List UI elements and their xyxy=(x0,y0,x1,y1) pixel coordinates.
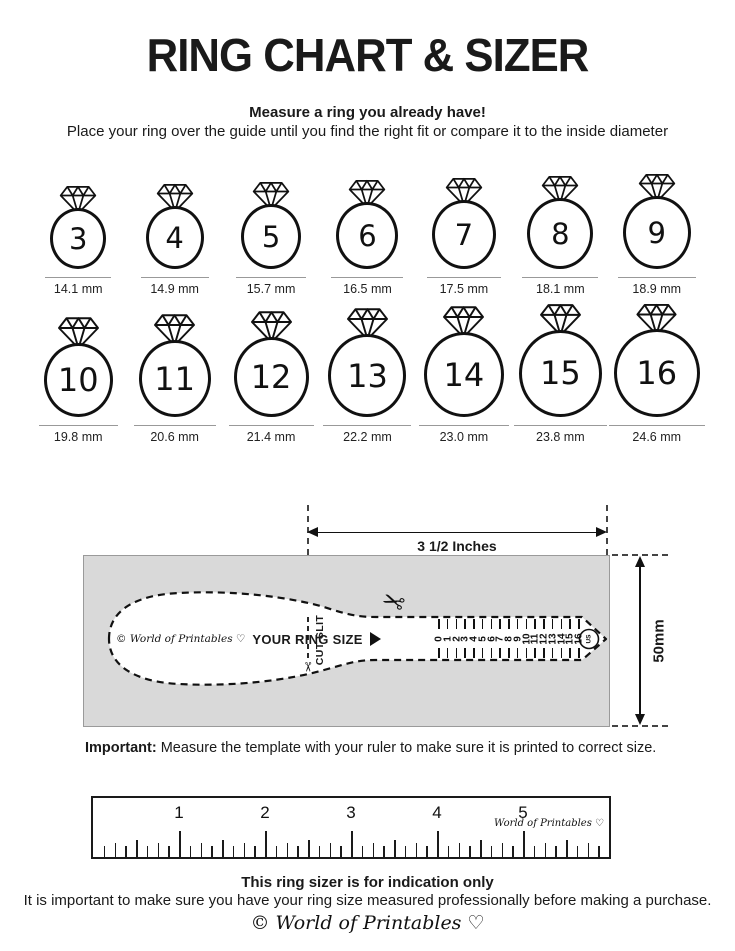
scale-number: 12 xyxy=(538,632,550,645)
arrowhead-up-icon xyxy=(635,556,645,567)
ruler-tick xyxy=(319,846,321,857)
ring-circle xyxy=(519,330,602,417)
scale-number: 13 xyxy=(547,632,559,645)
ring-diameter-label: 18.9 mm xyxy=(632,282,682,296)
ring-circle xyxy=(432,200,496,269)
ruler-tick xyxy=(416,843,418,857)
scale-number: 7 xyxy=(494,635,506,642)
ring-size-number: 10 xyxy=(57,361,99,399)
ring-size-number: 11 xyxy=(154,359,195,398)
ring-size-number: 15 xyxy=(539,354,581,393)
ring-size-item xyxy=(609,168,705,296)
ruler-tick xyxy=(330,843,332,857)
ring-chart-row-2 xyxy=(30,302,705,444)
scale-tick-bottom xyxy=(543,648,545,658)
ring-circle xyxy=(527,198,593,269)
ring-chart-row-1 xyxy=(30,168,705,296)
ruler-tick xyxy=(190,846,192,857)
ring-size-number: 6 xyxy=(358,218,377,253)
ring-size-number: 14 xyxy=(443,355,485,394)
scale-number: 16 xyxy=(573,632,585,645)
ring-circle xyxy=(424,332,504,417)
ring-diameter-label: 19.8 mm xyxy=(53,430,103,444)
ring-size-item xyxy=(30,302,126,444)
ring-size-item xyxy=(223,168,319,296)
important-text: Measure the template with your ruler to make sure it is printed to correct size. xyxy=(156,740,657,756)
ruler-brand-text: World of Printables ♡ xyxy=(494,818,604,829)
ring-circle xyxy=(146,206,204,269)
scale-tick-bottom xyxy=(464,648,466,658)
arrowhead-down-icon xyxy=(635,714,645,725)
scissors-icon: ✂ xyxy=(378,582,410,619)
ruler-inch-number: 2 xyxy=(260,803,270,822)
ruler-tick xyxy=(222,840,224,857)
footer-heading: This ring sizer is for indication only xyxy=(241,874,494,891)
ring-underline xyxy=(427,277,501,278)
ruler-tick xyxy=(555,846,557,857)
ruler-tick xyxy=(287,843,289,857)
height-dimension-label: 50mm xyxy=(650,619,668,663)
us-unit-label: US xyxy=(585,634,593,644)
pointer-triangle-icon xyxy=(370,632,381,646)
ring-diameter-label: 20.6 mm xyxy=(150,430,199,444)
ruler-tick xyxy=(340,846,342,857)
ruler-tick xyxy=(577,846,579,857)
ring-size-item xyxy=(30,168,126,296)
ring-underline xyxy=(514,425,607,426)
ruler-tick xyxy=(448,846,450,857)
ring-underline xyxy=(323,425,411,426)
scale-tick-top xyxy=(569,619,571,629)
ruler-tick xyxy=(254,846,256,857)
ruler-inch-number: 5 xyxy=(518,803,528,822)
ring-diameter-label: 24.6 mm xyxy=(632,430,682,444)
important-label: Important: xyxy=(85,740,157,756)
scale-number: 11 xyxy=(529,633,541,644)
ring-diameter-label: 15.7 mm xyxy=(246,282,296,296)
ruler-tick xyxy=(308,840,310,857)
scale-tick-top xyxy=(438,619,440,629)
ring-size-number: 12 xyxy=(250,358,292,396)
ring-size-number: 8 xyxy=(551,216,570,251)
scale-tick-bottom xyxy=(447,648,449,658)
ruler-tick xyxy=(512,846,514,857)
page-title: RING CHART & SIZER xyxy=(146,29,589,81)
ring-size-item xyxy=(512,168,608,296)
ruler-tick xyxy=(373,843,375,857)
ring-circle xyxy=(336,202,398,269)
ruler-tick xyxy=(383,846,385,857)
ruler-tick xyxy=(362,846,364,857)
scale-number: 3 xyxy=(459,635,471,642)
scale-tick-top xyxy=(561,619,563,629)
ruler-tick xyxy=(158,843,160,857)
sizer-inner-labels xyxy=(116,627,381,651)
ruler-tick xyxy=(523,831,525,857)
ring-circle xyxy=(614,329,700,417)
ruler-tick xyxy=(502,843,504,857)
ruler-tick xyxy=(104,846,106,857)
ring-size-number: 4 xyxy=(165,220,184,255)
ring-size-number: 13 xyxy=(347,356,388,395)
ring-circle xyxy=(234,337,309,417)
ring-circle xyxy=(328,334,406,417)
scale-tick-bottom xyxy=(508,648,510,658)
scale-tick-bottom xyxy=(491,648,493,658)
scale-tick-top xyxy=(491,619,493,629)
arrowhead-left-icon xyxy=(307,527,318,537)
ruler-tick xyxy=(588,843,590,857)
ring-size-item xyxy=(609,302,705,444)
ruler-tick xyxy=(179,831,181,857)
ruler-tick xyxy=(265,831,267,857)
ruler-tick xyxy=(459,843,461,857)
printed-ruler xyxy=(91,796,611,859)
scale-tick-top xyxy=(543,619,545,629)
scale-tick-bottom xyxy=(438,648,440,658)
ruler-tick xyxy=(469,846,471,857)
scale-tick-top xyxy=(508,619,510,629)
ring-size-item xyxy=(416,168,512,296)
ruler-tick xyxy=(491,846,493,857)
scale-number: 1 xyxy=(442,635,454,642)
scale-tick-bottom xyxy=(473,648,475,658)
ring-underline xyxy=(134,425,216,426)
ring-size-item xyxy=(223,302,319,444)
scale-number: 9 xyxy=(512,635,524,642)
scale-tick-top xyxy=(456,619,458,629)
ring-size-number: 7 xyxy=(454,217,474,252)
ring-underline xyxy=(236,277,306,278)
ruler-tick xyxy=(426,846,428,857)
scale-tick-top xyxy=(447,619,449,629)
scale-tick-bottom xyxy=(482,648,484,658)
ring-diameter-label: 23.0 mm xyxy=(439,430,489,444)
scale-number: 10 xyxy=(521,632,532,645)
sizer-template-box xyxy=(83,555,610,727)
ruler-tick xyxy=(598,846,600,857)
ruler-tick xyxy=(437,831,439,857)
scale-tick-bottom xyxy=(534,648,536,658)
scale-tick-top xyxy=(464,619,466,629)
ruler-tick xyxy=(201,843,203,857)
ruler-tick xyxy=(394,840,396,857)
scale-number: 2 xyxy=(451,635,462,642)
ruler-tick xyxy=(534,846,536,857)
small-scissors-icon: ✂ xyxy=(300,661,316,673)
ring-underline xyxy=(229,425,314,426)
scale-number: 0 xyxy=(433,635,445,642)
scale-tick-top xyxy=(499,619,501,629)
ring-size-number: 16 xyxy=(636,353,678,392)
scale-number: 14 xyxy=(556,632,567,645)
scale-tick-bottom xyxy=(578,648,580,658)
ruler-tick xyxy=(405,846,407,857)
ruler-tick xyxy=(211,846,213,857)
ring-size-item xyxy=(416,302,512,444)
ruler-tick xyxy=(233,846,235,857)
ruler-tick xyxy=(147,846,149,857)
ring-diameter-label: 21.4 mm xyxy=(246,430,296,444)
footer-disclaimer: It is important to make sure you have your ring size measured professionally before making a purchase. xyxy=(23,892,712,909)
ruler-tick xyxy=(545,843,547,857)
ruler-tick xyxy=(244,843,246,857)
ruler-tick xyxy=(276,846,278,857)
ring-underline xyxy=(618,277,696,278)
instruction-text: Place your ring over the guide until you find the right fit or compare it to the inside diameter xyxy=(66,123,669,140)
ring-diameter-label: 16.5 mm xyxy=(343,282,392,296)
ring-underline xyxy=(609,425,705,426)
scale-number: 8 xyxy=(503,635,515,642)
your-ring-size-label: YOUR RING SIZE xyxy=(252,631,363,647)
ring-circle xyxy=(241,204,301,269)
ruler-tick xyxy=(351,831,353,857)
ring-size-number: 5 xyxy=(261,219,281,254)
ring-size-item xyxy=(126,302,222,444)
ring-size-number: 3 xyxy=(68,221,88,256)
scale-tick-bottom xyxy=(499,648,501,658)
ruler-inch-number: 1 xyxy=(174,803,184,822)
ruler-inch-number: 4 xyxy=(432,803,442,822)
ruler-tick xyxy=(566,840,568,857)
brand-script-text: © World of Printables ♡ xyxy=(116,633,246,645)
ruler-tick xyxy=(125,846,127,857)
ring-diameter-label: 23.8 mm xyxy=(536,430,585,444)
scale-tick-bottom xyxy=(552,648,554,658)
ring-circle xyxy=(44,343,113,417)
ring-circle xyxy=(50,208,106,269)
width-arrow-line xyxy=(316,532,598,534)
ring-underline xyxy=(331,277,403,278)
scale-tick-bottom xyxy=(526,648,528,658)
height-arrow-line xyxy=(639,566,641,716)
scale-tick-top xyxy=(578,619,580,629)
cut-slit-label: CUT SLIT xyxy=(314,614,326,666)
scale-tick-bottom xyxy=(561,648,563,658)
scale-tick-top xyxy=(526,619,528,629)
ring-diameter-label: 14.9 mm xyxy=(150,282,199,296)
ring-diameter-label: 17.5 mm xyxy=(439,282,489,296)
ring-underline xyxy=(141,277,209,278)
scale-tick-bottom xyxy=(456,648,458,658)
ruler-tick xyxy=(136,840,138,857)
scale-tick-top xyxy=(482,619,484,629)
ring-underline xyxy=(419,425,509,426)
ring-diameter-label: 14.1 mm xyxy=(53,282,103,296)
ring-underline xyxy=(45,277,111,278)
ring-circle xyxy=(623,196,691,269)
ruler-tick xyxy=(480,840,482,857)
ruler-inch-number: 3 xyxy=(346,803,356,822)
scale-tick-bottom xyxy=(517,648,519,658)
ruler-tick xyxy=(168,846,170,857)
scale-tick-top xyxy=(517,619,519,629)
scale-number: 15 xyxy=(564,632,576,645)
scale-tick-top xyxy=(552,619,554,629)
ring-size-item xyxy=(512,302,608,444)
ring-circle xyxy=(139,340,211,417)
scale-number: 4 xyxy=(468,635,480,642)
subtitle: Measure a ring you already have! xyxy=(249,104,486,121)
ring-underline xyxy=(522,277,598,278)
width-dimension-label: 3 1/2 Inches xyxy=(417,538,497,554)
ring-size-number: 9 xyxy=(647,215,666,250)
ring-underline xyxy=(39,425,118,426)
ring-diameter-label: 22.2 mm xyxy=(343,430,392,444)
important-note xyxy=(85,740,656,756)
scale-tick-top xyxy=(534,619,536,629)
scale-number: 6 xyxy=(486,635,497,642)
scale-tick-top xyxy=(473,619,475,629)
ruler-tick xyxy=(297,846,299,857)
height-guide-bottom xyxy=(612,725,668,727)
ring-size-item xyxy=(126,168,222,296)
ring-size-item xyxy=(319,302,415,444)
ring-size-item xyxy=(319,168,415,296)
ruler-tick xyxy=(115,843,117,857)
scale-number: 5 xyxy=(477,635,489,642)
arrowhead-right-icon xyxy=(596,527,607,537)
ring-diameter-label: 18.1 mm xyxy=(536,282,585,296)
footer-brand-logo: © World of Printables ♡ xyxy=(250,912,485,934)
scale-tick-bottom xyxy=(569,648,571,658)
